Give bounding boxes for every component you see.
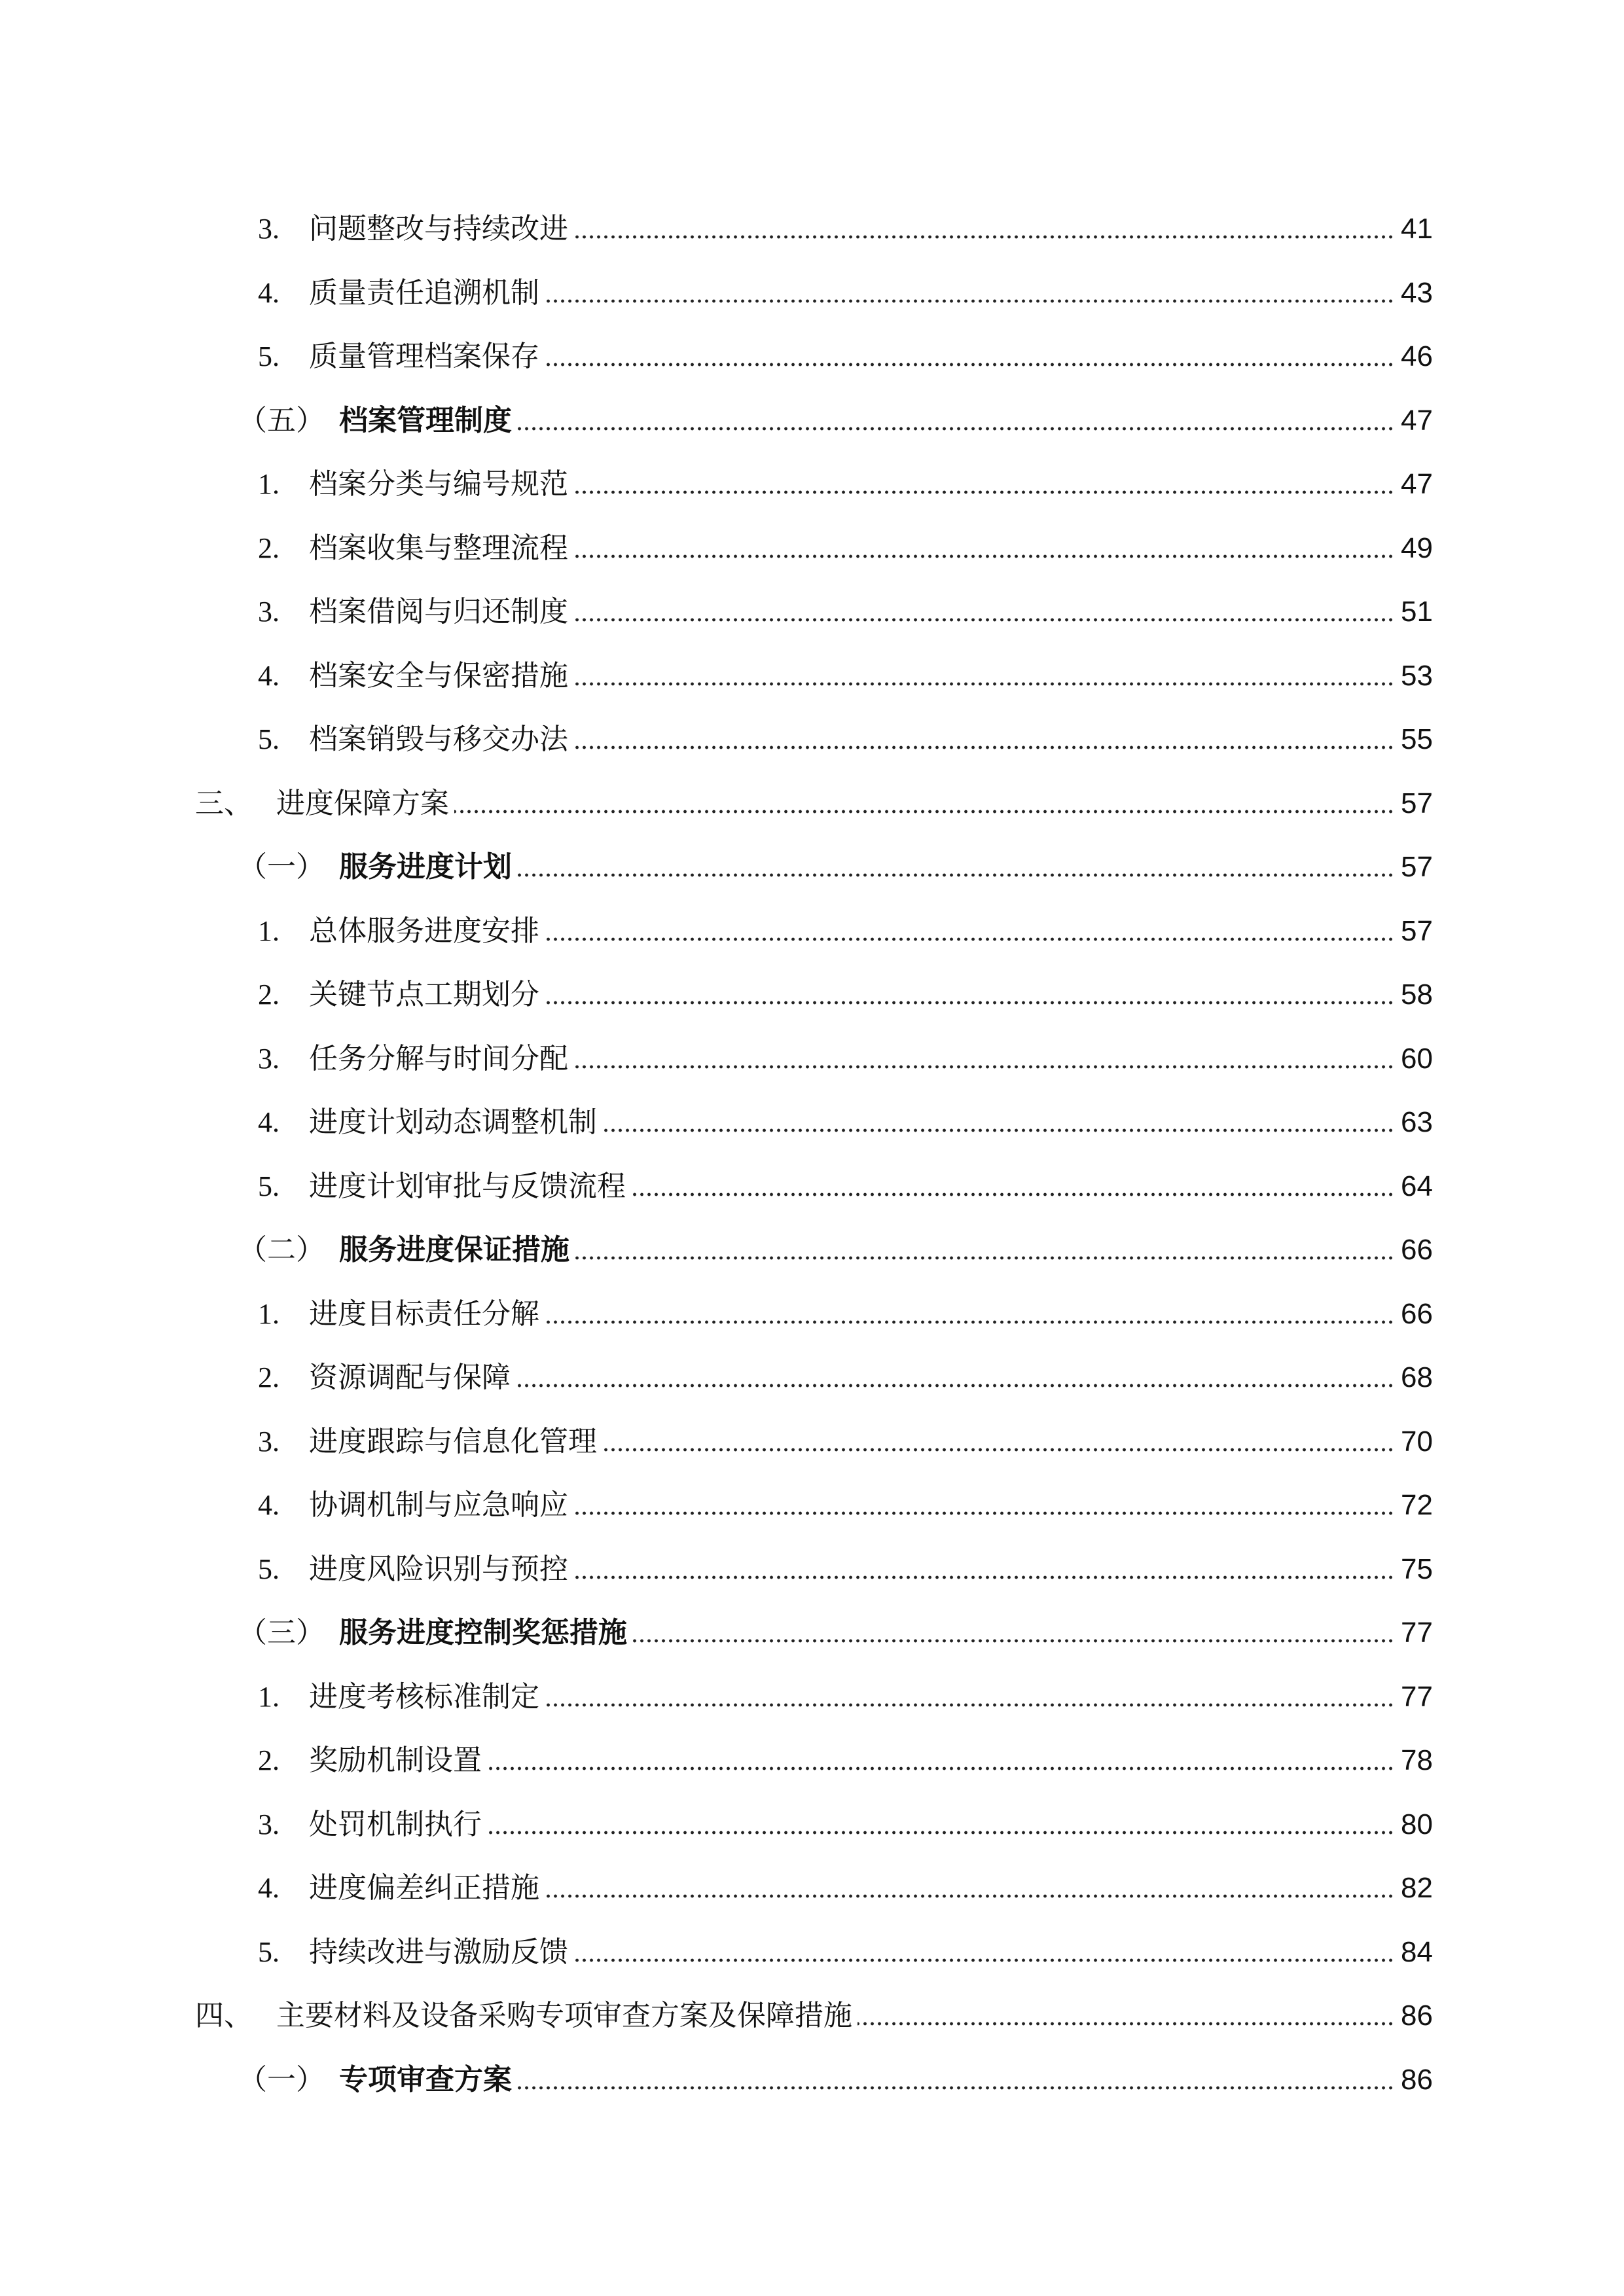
toc-entry-page-number: 86 xyxy=(1401,2000,1433,2032)
toc-entry-title: 服务进度计划 xyxy=(339,850,512,884)
dot-leader xyxy=(573,616,1394,624)
toc-entry-number: 四、 xyxy=(195,1999,253,2032)
toc-entry-page-number: 80 xyxy=(1401,1808,1433,1840)
toc-entry-number: （一） xyxy=(238,850,325,884)
dot-leader xyxy=(545,361,1394,368)
toc-entry-page-number: 46 xyxy=(1401,340,1433,372)
toc-entry[interactable] xyxy=(258,1861,1433,1907)
dot-leader xyxy=(516,1382,1394,1390)
toc-entry-title: 资源调配与保障 xyxy=(309,1361,511,1394)
dot-leader xyxy=(517,2084,1394,2092)
toc-entry-title: 进度计划审批与反馈流程 xyxy=(309,1170,626,1203)
toc-entry[interactable] xyxy=(258,1095,1433,1141)
toc-entry-title: 进度风险识别与预控 xyxy=(309,1552,568,1586)
toc-entry-number: 4. xyxy=(258,1489,280,1521)
toc-entry-page-number: 47 xyxy=(1401,468,1433,500)
toc-entry[interactable] xyxy=(258,1670,1433,1715)
toc-entry-title: 服务进度保证措施 xyxy=(339,1233,569,1266)
toc-entry-number: 三、 xyxy=(195,787,253,820)
dot-leader xyxy=(573,1956,1394,1964)
toc-entry-number: 4. xyxy=(258,1106,280,1138)
toc-entry-title: 协调机制与应急响应 xyxy=(309,1488,568,1522)
toc-entry-number: 4. xyxy=(258,1872,280,1904)
toc-entry-title: 进度考核标准制定 xyxy=(309,1680,539,1713)
toc-entry-title: 质量责任追溯机制 xyxy=(309,276,539,310)
dot-leader xyxy=(573,1509,1394,1517)
toc-entry-title: 专项审查方案 xyxy=(339,2063,512,2096)
toc-entry-number: 1. xyxy=(258,915,280,947)
toc-entry-title: 主要材料及设备采购专项审查方案及保障措施 xyxy=(276,1999,852,2032)
toc-entry[interactable] xyxy=(195,776,1433,822)
toc-entry-title: 档案分类与编号规范 xyxy=(309,467,568,501)
toc-entry-title: 总体服务进度安排 xyxy=(309,914,539,948)
toc-entry-number: 4. xyxy=(258,277,280,309)
toc-entry-title: 进度跟踪与信息化管理 xyxy=(309,1425,597,1458)
toc-entry-number: 3. xyxy=(258,1426,280,1458)
dot-leader xyxy=(857,2020,1394,2028)
toc-entry[interactable] xyxy=(238,840,1433,886)
toc-entry[interactable] xyxy=(258,329,1433,375)
toc-entry-number: 1. xyxy=(258,468,280,500)
toc-entry[interactable] xyxy=(258,1478,1433,1524)
toc-entry[interactable] xyxy=(258,1542,1433,1588)
dot-leader xyxy=(545,935,1394,943)
toc-entry-title: 奖励机制设置 xyxy=(309,1744,482,1777)
toc-entry-number: 5. xyxy=(258,723,280,755)
toc-entry-title: 进度目标责任分解 xyxy=(309,1297,539,1331)
dot-leader xyxy=(517,871,1394,879)
toc-entry-title: 进度保障方案 xyxy=(276,787,449,820)
toc-entry[interactable] xyxy=(258,649,1433,694)
toc-entry-title: 关键节点工期划分 xyxy=(309,978,539,1011)
toc-entry-title: 进度计划动态调整机制 xyxy=(309,1105,597,1139)
toc-entry-number: 5. xyxy=(258,1170,280,1202)
toc-entry-page-number: 63 xyxy=(1401,1106,1433,1138)
toc-entry-number: 5. xyxy=(258,340,280,372)
dot-leader xyxy=(573,744,1394,751)
toc-entry-number: 3. xyxy=(258,596,280,628)
toc-entry-page-number: 86 xyxy=(1401,2064,1433,2096)
toc-entry-title: 档案销毁与移交办法 xyxy=(309,723,568,756)
toc-entry[interactable] xyxy=(258,1350,1433,1396)
toc-entry-number: （三） xyxy=(238,1616,325,1649)
toc-entry[interactable] xyxy=(258,1797,1433,1843)
toc-entry[interactable] xyxy=(258,1031,1433,1077)
toc-entry-page-number: 57 xyxy=(1401,915,1433,947)
dot-leader xyxy=(573,1063,1394,1071)
toc-entry-number: 2. xyxy=(258,1744,280,1776)
toc-entry-page-number: 68 xyxy=(1401,1361,1433,1393)
toc-entry-page-number: 55 xyxy=(1401,723,1433,755)
toc-entry-page-number: 78 xyxy=(1401,1744,1433,1776)
toc-entry-title: 档案安全与保密措施 xyxy=(309,659,568,692)
dot-leader xyxy=(545,1892,1394,1900)
toc-entry-number: 1. xyxy=(258,1298,280,1330)
toc-entry-number: 4. xyxy=(258,660,280,692)
toc-entry-page-number: 82 xyxy=(1401,1872,1433,1904)
toc-entry-number: （五） xyxy=(238,404,325,437)
toc-entry-page-number: 58 xyxy=(1401,978,1433,1011)
dot-leader xyxy=(545,999,1394,1007)
toc-entry-title: 档案借阅与归还制度 xyxy=(309,595,568,628)
dot-leader xyxy=(487,1765,1394,1772)
toc-entry-title: 档案管理制度 xyxy=(339,404,512,437)
toc-entry-title: 处罚机制执行 xyxy=(309,1808,482,1841)
dot-leader xyxy=(545,1318,1394,1326)
toc-entry-number: 3. xyxy=(258,1043,280,1075)
toc-entry[interactable] xyxy=(258,712,1433,758)
toc-entry[interactable] xyxy=(238,1223,1433,1268)
dot-leader xyxy=(602,1446,1394,1454)
toc-entry-page-number: 53 xyxy=(1401,660,1433,692)
toc-entry[interactable] xyxy=(238,393,1433,439)
toc-entry-number: （一） xyxy=(238,2063,325,2096)
toc-entry-number: 1. xyxy=(258,1681,280,1713)
toc-entry-number: （二） xyxy=(238,1233,325,1266)
toc-entry-page-number: 66 xyxy=(1401,1234,1433,1266)
toc-entry-page-number: 84 xyxy=(1401,1936,1433,1968)
toc-entry[interactable] xyxy=(238,1605,1433,1651)
dot-leader xyxy=(573,1573,1394,1581)
toc-entry-number: 5. xyxy=(258,1553,280,1585)
dot-leader xyxy=(632,1637,1394,1645)
dot-leader xyxy=(573,233,1394,241)
toc-entry-page-number: 70 xyxy=(1401,1426,1433,1458)
toc-entry-title: 任务分解与时间分配 xyxy=(309,1042,568,1075)
dot-leader xyxy=(487,1829,1394,1837)
toc-entry-title: 问题整改与持续改进 xyxy=(309,212,568,245)
dot-leader xyxy=(573,680,1394,688)
toc-entry-number: 3. xyxy=(258,1808,280,1840)
toc-entry-number: 3. xyxy=(258,213,280,245)
toc-entry[interactable] xyxy=(258,457,1433,503)
toc-entry[interactable] xyxy=(258,1159,1433,1205)
toc-entry[interactable] xyxy=(258,1733,1433,1779)
toc-entry-number: 2. xyxy=(258,978,280,1011)
toc-entry[interactable] xyxy=(258,1287,1433,1333)
toc-entry-title: 服务进度控制奖惩措施 xyxy=(339,1616,627,1649)
toc-entry-page-number: 60 xyxy=(1401,1043,1433,1075)
dot-leader xyxy=(573,552,1394,560)
toc-entry-title: 持续改进与激励反馈 xyxy=(309,1935,568,1969)
toc-entry-page-number: 57 xyxy=(1401,851,1433,883)
toc-entry[interactable] xyxy=(195,1988,1433,2034)
toc-entry-page-number: 51 xyxy=(1401,596,1433,628)
dot-leader xyxy=(454,808,1394,816)
dot-leader xyxy=(545,297,1394,305)
toc-entry[interactable] xyxy=(258,967,1433,1013)
toc-entry-title: 质量管理档案保存 xyxy=(309,340,539,373)
toc-entry[interactable] xyxy=(258,904,1433,950)
toc-entry-page-number: 41 xyxy=(1401,213,1433,245)
toc-entry[interactable] xyxy=(238,2053,1433,2098)
toc-entry-page-number: 72 xyxy=(1401,1489,1433,1521)
dot-leader xyxy=(517,425,1394,433)
dot-leader xyxy=(602,1126,1394,1134)
toc-entry-number: 2. xyxy=(258,532,280,564)
toc-entry[interactable] xyxy=(258,521,1433,567)
toc-entry-page-number: 49 xyxy=(1401,532,1433,564)
dot-leader xyxy=(631,1191,1394,1198)
toc-entry-title: 档案收集与整理流程 xyxy=(309,531,568,565)
toc-entry[interactable] xyxy=(258,1925,1433,1971)
toc-entry[interactable] xyxy=(258,584,1433,630)
dot-leader xyxy=(545,1701,1394,1709)
toc-entry-number: 5. xyxy=(258,1936,280,1968)
toc-entry-number: 2. xyxy=(258,1361,280,1393)
toc-entry-page-number: 75 xyxy=(1401,1553,1433,1585)
toc-entry-page-number: 66 xyxy=(1401,1298,1433,1330)
toc-entry-title: 进度偏差纠正措施 xyxy=(309,1871,539,1905)
toc-entry-page-number: 77 xyxy=(1401,1681,1433,1713)
toc-entry-page-number: 77 xyxy=(1401,1617,1433,1649)
toc-entry-page-number: 57 xyxy=(1401,787,1433,819)
toc-entry[interactable] xyxy=(258,1414,1433,1460)
dot-leader xyxy=(573,488,1394,496)
toc-entry[interactable] xyxy=(258,266,1433,312)
dot-leader xyxy=(575,1254,1394,1262)
toc-entry-page-number: 43 xyxy=(1401,277,1433,309)
toc-entry[interactable] xyxy=(258,202,1433,247)
toc-entry-page-number: 64 xyxy=(1401,1170,1433,1202)
toc-entry-page-number: 47 xyxy=(1401,404,1433,437)
